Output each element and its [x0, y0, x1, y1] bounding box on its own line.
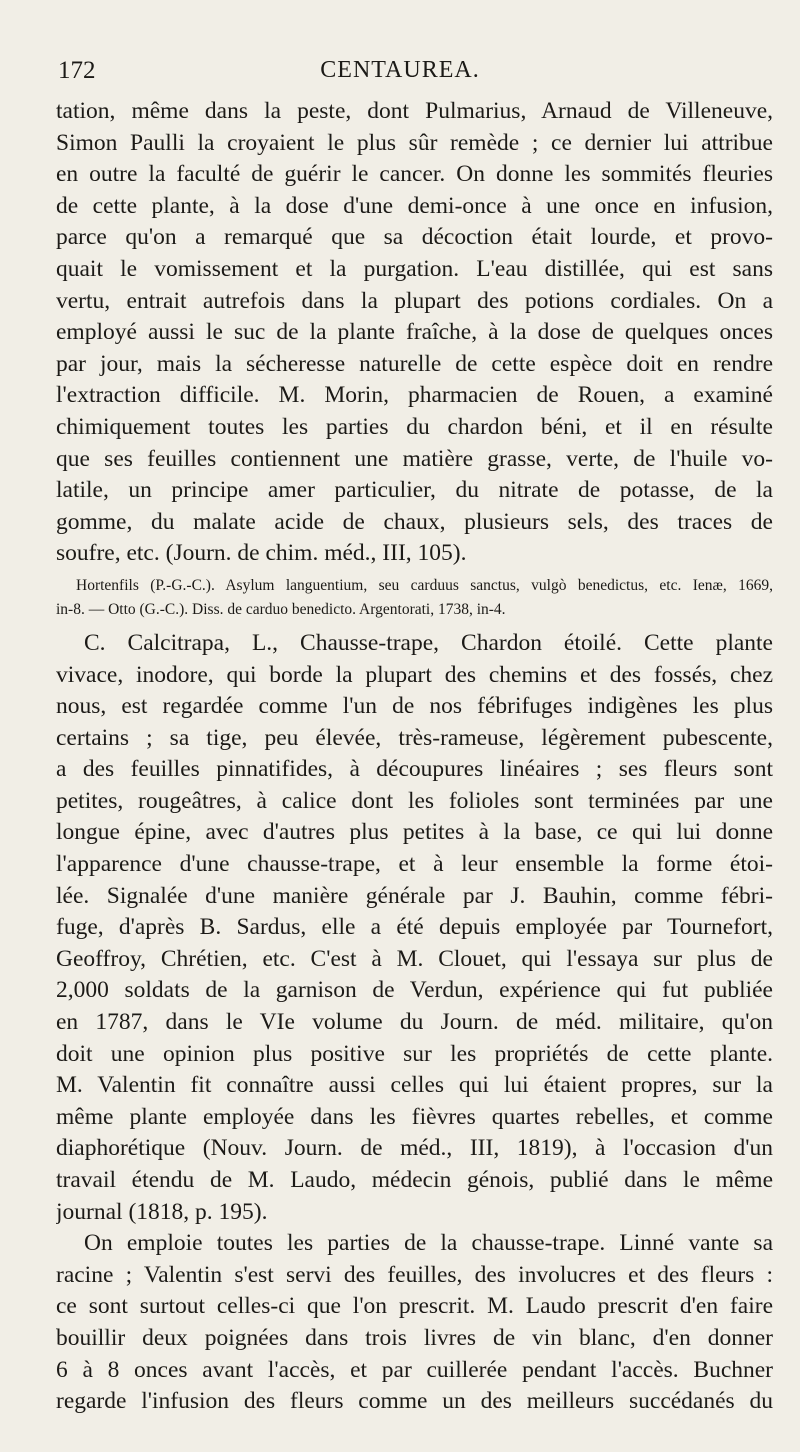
- text-line: chimiquement toutes les parties du chardon béni, et il en résulte: [56, 413, 773, 440]
- paragraph-2: [56, 628, 773, 1228]
- text-line: On emploie toutes les parties de la chausse-trape. Linné vante sa: [84, 1230, 773, 1257]
- page-body: [56, 96, 773, 1418]
- text-line: par jour, mais la sécheresse naturelle de cette espèce doit en rendre: [56, 350, 773, 377]
- note-line: in-8. — Otto (G.-C.). Diss. de carduo benedicto. Argentorati, 1738, in-4.: [56, 600, 506, 618]
- paragraph-1: [56, 96, 773, 570]
- text-line: parce qu'on a remarqué que sa décoction était lourde, et provo-: [56, 224, 773, 251]
- text-line: journal (1818, p. 195).: [56, 1198, 268, 1225]
- text-line: gomme, du malate acide de chaux, plusieurs sels, des traces de: [56, 508, 773, 535]
- text-line: en outre la faculté de guérir le cancer. On donne les sommités fleuries: [56, 161, 773, 188]
- text-line: tation, même dans la peste, dont Pulmarius, Arnaud de Villeneuve,: [56, 98, 773, 124]
- note-line: Hortenfils (P.-G.-C.). Asylum languentium, seu carduus sanctus, vulgò benedictus, etc. Ienæ, 1669,: [76, 576, 773, 594]
- text-line: certains ; sa tige, peu élevée, très-rameuse, légèrement pubescente,: [56, 724, 773, 751]
- paragraph-3: [56, 1228, 773, 1418]
- text-line: Geoffroy, Chrétien, etc. C'est à M. Clouet, qui l'essaya sur plus de: [56, 945, 773, 972]
- page-number: 172: [58, 57, 96, 84]
- bibliography-note: [56, 574, 773, 622]
- text-line: l'apparence d'une chausse-trape, et à leur ensemble la forme étoi-: [56, 851, 773, 878]
- text-line: en 1787, dans le VIe volume du Journ. de méd. militaire, qu'on: [56, 1009, 773, 1036]
- text-line: petites, rougeâtres, à calice dont les folioles sont terminées par une: [56, 787, 773, 814]
- text-line: vivace, inodore, qui borde la plupart des chemins et des fossés, chez: [56, 661, 773, 688]
- text-line: l'extraction difficile. M. Morin, pharmacien de Rouen, a examiné: [56, 382, 773, 409]
- text-line: doit une opinion plus positive sur les propriétés de cette plante.: [56, 1040, 773, 1067]
- text-line: regarde l'infusion des fleurs comme un des meilleurs succédanés du: [56, 1388, 773, 1415]
- text-line: longue épine, avec d'autres plus petites à la base, ce qui lui donne: [56, 819, 773, 846]
- text-line: C. Calcitrapa, L., Chausse-trape, Chardon étoilé. Cette plante: [84, 629, 773, 656]
- text-line: nous, est regardée comme l'un de nos fébrifuges indigènes les plus: [56, 693, 773, 720]
- text-line: bouillir deux poignées dans trois livres de vin blanc, d'en donner: [56, 1324, 773, 1351]
- text-line: M. Valentin fit connaître aussi celles qui lui étaient propres, sur la: [56, 1072, 773, 1099]
- text-line: fuge, d'après B. Sardus, elle a été depuis employée par Tournefort,: [56, 914, 773, 941]
- text-line: ce sont surtout celles-ci que l'on prescrit. M. Laudo prescrit d'en faire: [56, 1293, 773, 1320]
- running-title: CENTAUREA.: [320, 57, 480, 83]
- text-line: lée. Signalée d'une manière générale par J. Bauhin, comme fébri-: [56, 882, 773, 909]
- text-line: de cette plante, à la dose d'une demi-once à une once en infusion,: [56, 192, 773, 219]
- page-header: [0, 55, 800, 95]
- text-line: travail étendu de M. Laudo, médecin génois, publié dans le même: [56, 1167, 773, 1193]
- text-line: quait le vomissement et la purgation. L'eau distillée, qui est sans: [56, 255, 773, 282]
- text-line: que ses feuilles contiennent une matière grasse, verte, de l'huile vo-: [56, 445, 773, 472]
- text-line: employé aussi le suc de la plante fraîche, à la dose de quelques onces: [56, 319, 773, 346]
- text-line: soufre, etc. (Journ. de chim. méd., III, 105).: [56, 540, 467, 567]
- text-line: même plante employée dans les fièvres quartes rebelles, et comme: [56, 1103, 773, 1130]
- text-line: 2,000 soldats de la garnison de Verdun, expérience qui fut publiée: [56, 977, 773, 1004]
- text-line: latile, un principe amer particulier, du nitrate de potasse, de la: [56, 477, 773, 504]
- text-line: racine ; Valentin s'est servi des feuilles, des involucres et des fleurs :: [56, 1261, 773, 1288]
- text-line: a des feuilles pinnatifides, à découpures linéaires ; ses fleurs sont: [56, 756, 773, 783]
- text-line: Simon Paulli la croyaient le plus sûr remède ; ce dernier lui attribue: [56, 129, 773, 156]
- text-line: diaphorétique (Nouv. Journ. de méd., III, 1819), à l'occasion d'un: [56, 1135, 773, 1162]
- text-line: vertu, entrait autrefois dans la plupart des potions cordiales. On a: [56, 287, 773, 314]
- text-line: 6 à 8 onces avant l'accès, et par cuillerée pendant l'accès. Buchner: [56, 1356, 773, 1383]
